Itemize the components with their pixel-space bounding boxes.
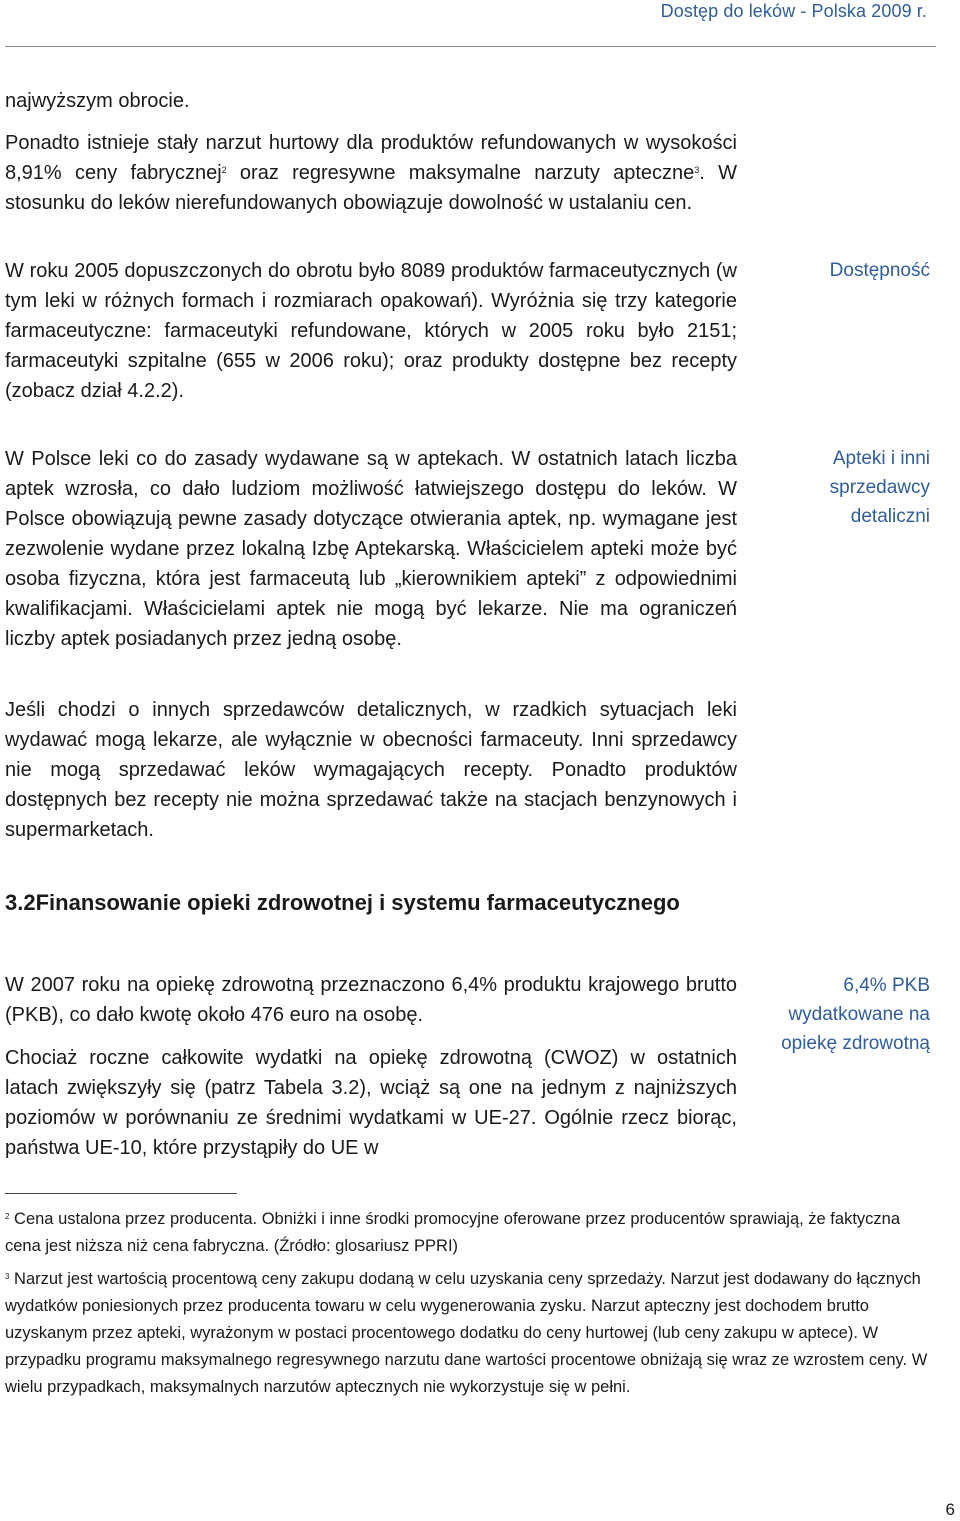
paragraph-other-retailers xyxy=(5,695,737,845)
paragraph-pharmacies xyxy=(5,444,737,654)
sidenote-line: sprzedawcy xyxy=(829,477,930,498)
paragraph-products xyxy=(5,256,737,406)
footnote-ref-2[interactable]: 2 xyxy=(221,165,227,175)
paragraph-markups xyxy=(5,128,737,218)
sidenote-line: 6,4% PKB xyxy=(843,975,930,996)
paragraph-gdp xyxy=(5,970,737,1030)
footnote-2 xyxy=(5,1206,935,1260)
section-heading xyxy=(5,890,680,916)
page-number: 6 xyxy=(945,1500,955,1519)
sidenote-apteki xyxy=(750,444,930,531)
paragraph-text: W Polsce leki co do zasady wydawane są w aptekach. W ostatnich latach liczba aptek wzrosła, co dało ludziom możliwość łatwiejszego dostępu do leków. W Polsce obowiązują pewne zasady dotyczące otwierania aptek, np. wymagane jest zezwolenie wydane przez lokalną Izbę Aptekarską. Właścicielem apteki może być osoba fizyczna, która jest farmaceutą lub „kierownikiem apteki” z odpowiednimi kwalifikacjami. Właścicielami aptek nie mogą być lekarze. Nie ma ograniczeń liczby aptek posiadanych przez jedną osobę. xyxy=(5,448,737,650)
sidenote-line: opiekę zdrowotną xyxy=(781,1033,930,1054)
section-number: 3.2 xyxy=(5,890,36,915)
sidenote-line: wydatkowane na xyxy=(788,1004,930,1025)
paragraph-segment: Ponadto istnieje stały narzut hurtowy dla produktów refundowanych w wysokości 8,91% ceny fabrycznej xyxy=(5,132,737,184)
running-header-title: Dostęp do leków - Polska 2009 r. xyxy=(660,1,927,21)
paragraph-segment: oraz regresywne maksymalne narzuty apteczne xyxy=(226,162,695,184)
paragraph-text: Chociaż roczne całkowite wydatki na opiekę zdrowotną (CWOZ) w ostatnich latach zwiększyły się (patrz Tabela 3.2), wciąż są one na jednym z najniższych poziomów w porównaniu ze średnimi wydatkami w UE-27. Ogólnie rzecz biorąc, państwa UE-10, które przystąpiły do UE w xyxy=(5,1047,737,1159)
sidenote-dostepnosc xyxy=(750,256,930,285)
paragraph-text: Jeśli chodzi o innych sprzedawców detalicznych, w rzadkich sytuacjach leki wydawać mogą lekarze, ale wyłącznie w obecności farmaceuty. Inni sprzedawcy nie mogą sprzedawać leków wymagających recepty. Ponadto produktów dostępnych bez recepty nie można sprzedawać także na stacjach benzynowych i supermarketach. xyxy=(5,699,737,841)
footnote-marker: 2 xyxy=(5,1212,10,1221)
sidenote-line: detaliczni xyxy=(850,506,930,527)
paragraph-text: W roku 2005 dopuszczonych do obrotu było 8089 produktów farmaceutycznych (w tym leki w różnych formach i rozmiarach opakowań). Wyróżnia się trzy kategorie farmaceutyczne: farmaceutyki refundowane, których w 2005 roku było 2151; farmaceutyki szpitalne (655 w 2006 roku); oraz produkty dostępne bez recepty (zobacz dział 4.2.2). xyxy=(5,260,737,402)
footnote-text: Narzut jest wartością procentową ceny zakupu dodaną w celu uzyskania ceny sprzedaży. Narzut jest dodawany do łącznych wydatków poniesionych przez producenta towaru w celu wygenerowania zysku. Narzut apteczny jest dochodem brutto uzyskanym przez apteki, wyrażonym w postaci procentowego dodatku do ceny hurtowej (lub ceny zakupu w aptece). W przypadku programu maksymalnego regresywnego narzutu dane wartości procentowe obniżają się wraz ze wzrostem ceny. W wielu przypadkach, maksymalnych narzutów aptecznych nie wykorzystuje się w pełni. xyxy=(5,1270,928,1396)
paragraph-spending xyxy=(5,1043,737,1163)
footnote-divider xyxy=(5,1193,237,1194)
paragraph-text: najwyższym obrocie. xyxy=(5,90,190,112)
paragraph-continuation xyxy=(5,86,737,116)
footnote-ref-3[interactable]: 3 xyxy=(694,165,700,175)
sidenote-line: Apteki i inni xyxy=(832,448,930,469)
paragraph-text xyxy=(5,128,737,218)
sidenote-pkb xyxy=(750,971,930,1058)
footnote-3 xyxy=(5,1266,935,1401)
footnote-marker: 3 xyxy=(5,1272,10,1281)
paragraph-text: W 2007 roku na opiekę zdrowotną przeznaczono 6,4% produktu krajowego brutto (PKB), co dało kwotę około 476 euro na osobę. xyxy=(5,974,737,1026)
paragraph-segment: . W stosunku do leków nierefundowanych obowiązuje dowolność w ustalaniu cen. xyxy=(5,162,737,214)
header-divider xyxy=(5,46,936,47)
sidenote-line: Dostępność xyxy=(829,260,930,281)
footnote-text: Cena ustalona przez producenta. Obniżki i inne środki promocyjne oferowane przez producentów sprawiają, że faktyczna cena jest niższa niż cena fabryczna. (Źródło: glosariusz PPRI) xyxy=(5,1210,901,1255)
section-title: Finansowanie opieki zdrowotnej i systemu farmaceutycznego xyxy=(35,890,680,915)
